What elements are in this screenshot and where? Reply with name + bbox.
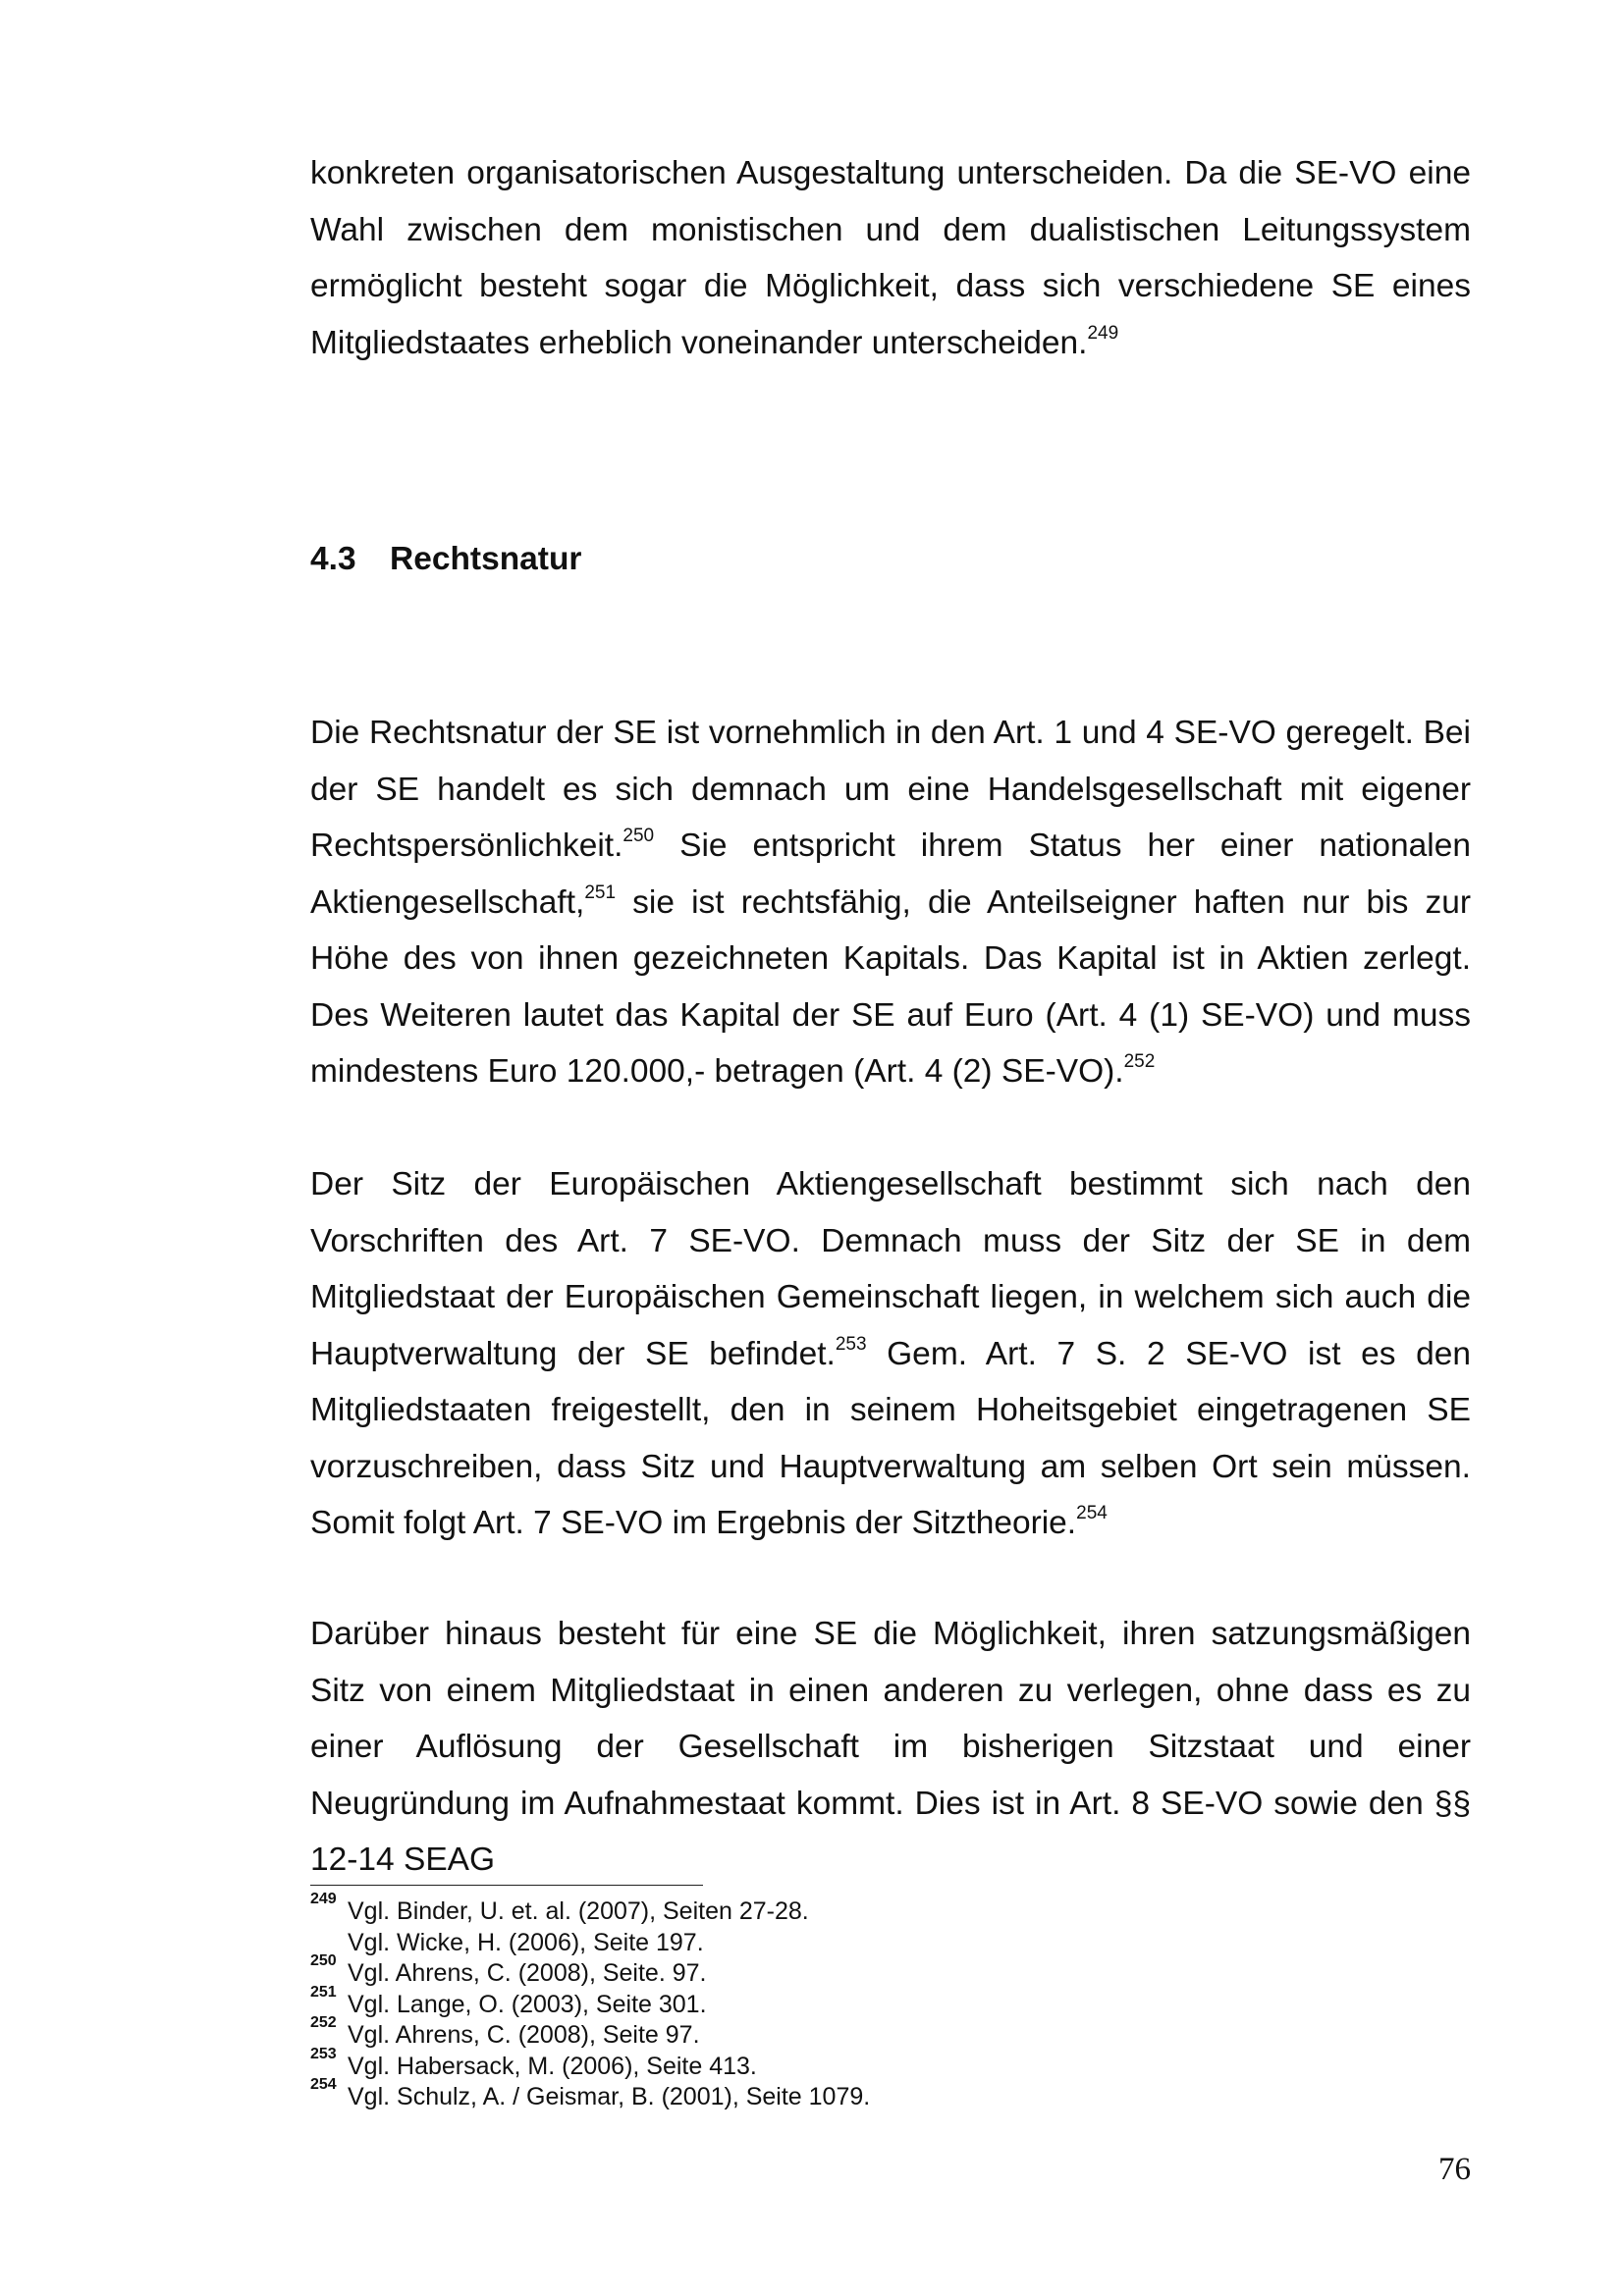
page-number: 76 bbox=[1438, 2152, 1471, 2187]
footnote-mark: 250 bbox=[310, 1952, 337, 1969]
footnote-text: Vgl. Binder, U. et. al. (2007), Seiten 27-28. bbox=[348, 1897, 809, 1925]
intro-text: konkreten organisatorischen Ausgestaltung unterscheiden. Da die SE-VO eine Wahl zwischen dem monistischen und dem dualistischen Leitungssystem ermöglicht besteht sogar die Möglichkeit, dass sich verschiedene SE eines Mitgliedstaates erheblich voneinander unterscheiden. bbox=[310, 155, 1471, 361]
footnote-ref-250[interactable]: 250 bbox=[622, 826, 655, 846]
footnote-text: Vgl. Schulz, A. / Geismar, B. (2001), Seite 1079. bbox=[348, 2083, 871, 2110]
footnote-ref-251[interactable]: 251 bbox=[584, 881, 617, 903]
footnote-ref-253[interactable]: 253 bbox=[835, 1333, 867, 1355]
paragraph-legal-nature bbox=[310, 705, 1471, 1100]
footnote-mark: 251 bbox=[310, 1983, 337, 2001]
footnote-list bbox=[310, 1891, 1194, 2113]
paragraph-intro bbox=[310, 145, 1471, 371]
paragraph-seat-transfer bbox=[310, 1606, 1471, 1889]
paragraph-seat bbox=[310, 1156, 1471, 1552]
footnote-mark: 249 bbox=[310, 1891, 337, 1907]
footnote-text: Vgl. Ahrens, C. (2008), Seite 97. bbox=[348, 2021, 700, 2049]
document-page bbox=[310, 0, 1471, 2296]
footnote-ref-249[interactable]: 249 bbox=[1087, 322, 1119, 344]
footnote-252 bbox=[310, 2014, 1194, 2052]
section-heading bbox=[310, 541, 581, 578]
section-title: Rechtsnatur bbox=[390, 541, 582, 577]
footnote-text: Vgl. Ahrens, C. (2008), Seite. 97. bbox=[348, 1959, 707, 1987]
nature-text-3: sie ist rechtsfähig, die Anteilseigner haften nur bis zur Höhe des von ihnen gezeichneten Kapitals. Das Kapital ist in Aktien zerlegt. Des Weiteren lautet das Kapital der SE auf Euro (Art. 4 (1) SE-VO) und muss mindestens Euro 120.000,- betragen (Art. 4 (2) SE-VO). bbox=[310, 883, 1471, 1090]
seat-text-1: Der Sitz der Europäischen Aktiengesellschaft bestimmt sich nach den Vorschriften des Art. 7 SE-VO. Demnach muss der Sitz der SE in dem Mitgliedstaat der Europäischen Gemeinschaft liegen, in welchem sich auch die Hauptverwaltung der SE befindet. bbox=[310, 1166, 1471, 1372]
transfer-text: Darüber hinaus besteht für eine SE die Möglichkeit, ihren satzungsmäßigen Sitz von einem Mitgliedstaat in einen anderen zu verlegen, ohne dass es zu einer Auflösung der Gesellschaft im bisherigen Sitzstaat und einer Neugründung im Aufnahmestaat kommt. Dies ist in Art. 8 SE-VO sowie den §§ 12-14 SEAG bbox=[310, 1616, 1471, 1878]
footnote-253 bbox=[310, 2045, 1194, 2083]
footnote-mark: 254 bbox=[310, 2076, 337, 2093]
footnote-mark: 252 bbox=[310, 2014, 337, 2031]
footnote-ref-254[interactable]: 254 bbox=[1076, 1503, 1108, 1523]
footnote-250 bbox=[310, 1952, 1194, 1990]
footnote-249-continued bbox=[310, 1928, 1194, 1959]
footnote-separator bbox=[310, 1885, 703, 1886]
section-number: 4.3 bbox=[310, 541, 356, 577]
footnote-text: Vgl. Habersack, M. (2006), Seite 413. bbox=[348, 2052, 757, 2080]
nature-text-1: Die Rechtsnatur der SE ist vornehmlich in den Art. 1 und 4 SE-VO geregelt. Bei der SE handelt es sich demnach um eine Handelsgesellschaft mit eigener Rechtspersönlichkeit. bbox=[310, 715, 1471, 864]
nature-text-2: Sie entspricht ihrem Status her einer nationalen Aktiengesellschaft, bbox=[310, 828, 1471, 921]
footnote-249 bbox=[310, 1891, 1194, 1928]
footnote-text: Vgl. Lange, O. (2003), Seite 301. bbox=[348, 1990, 707, 2018]
footnote-text: Vgl. Wicke, H. (2006), Seite 197. bbox=[348, 1928, 704, 1956]
footnote-254 bbox=[310, 2076, 1194, 2113]
footnote-ref-252[interactable]: 252 bbox=[1123, 1051, 1156, 1072]
footnote-251 bbox=[310, 1983, 1194, 2021]
seat-text-2: Gem. Art. 7 S. 2 SE-VO ist es den Mitgliedstaaten freigestellt, den in seinem Hoheitsgebiet eingetragenen SE vorzuschreiben, dass Sitz und Hauptverwaltung am selben Ort sein müssen. Somit folgt Art. 7 SE-VO im Ergebnis der Sitztheorie. bbox=[310, 1335, 1472, 1541]
footnote-mark: 253 bbox=[310, 2045, 337, 2062]
